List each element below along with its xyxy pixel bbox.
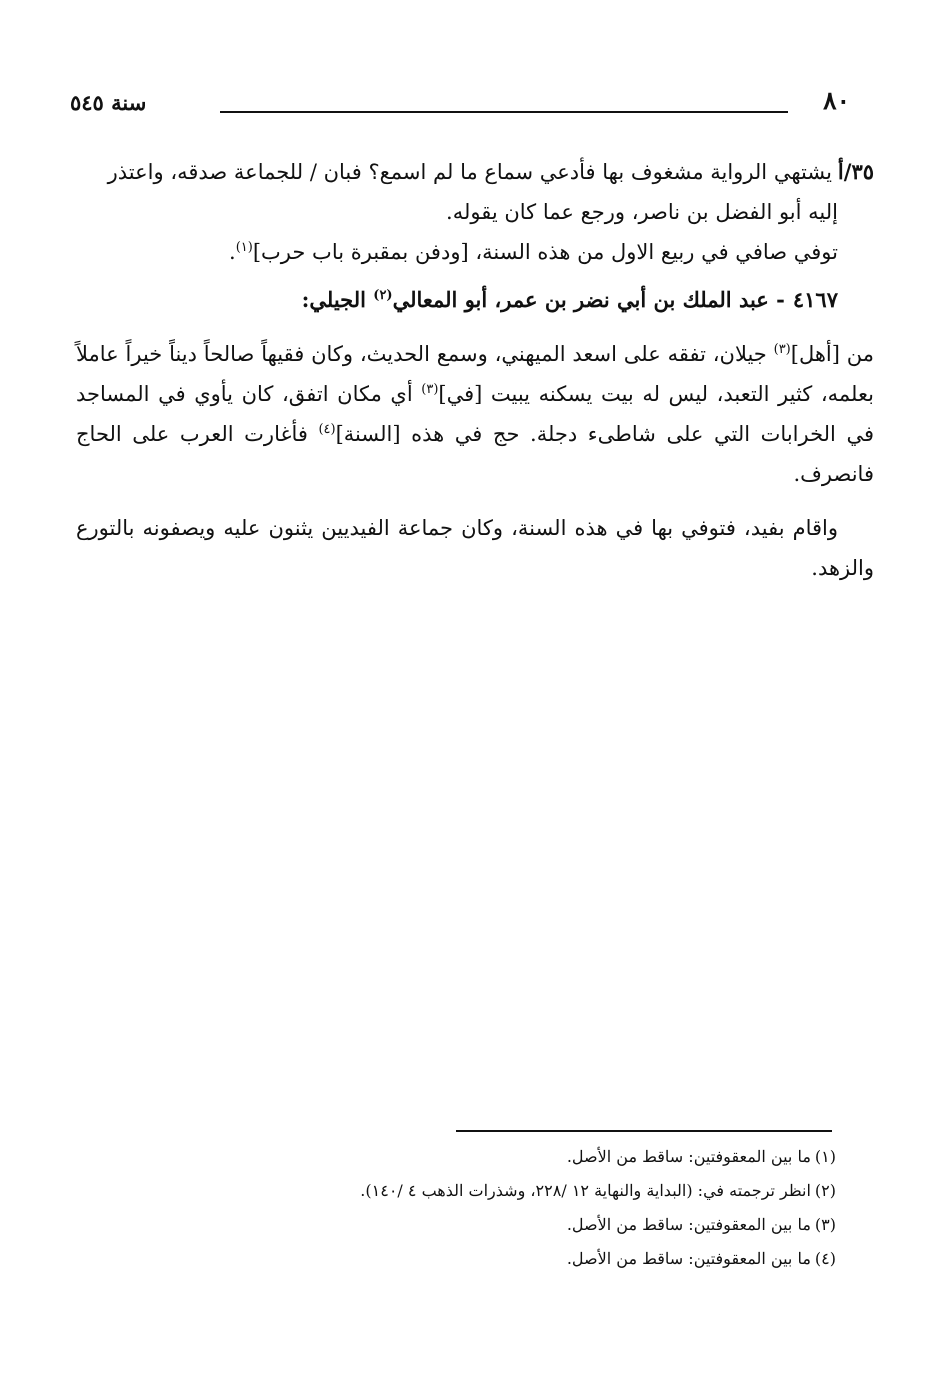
footnote-mark: (٤) [814, 1249, 836, 1268]
footnote-item [236, 1174, 836, 1208]
footnote-mark: (١) [814, 1147, 836, 1166]
footnote-text: ما بين المعقوفتين: ساقط من الأصل. [566, 1147, 811, 1166]
paragraph-death-note [76, 232, 874, 272]
paragraph-text: إليه أبو الفضل بن ناصر، ورجع عما كان يقوله. [446, 200, 838, 224]
footnote-rule [456, 1130, 832, 1132]
page-number: ٨٠ [823, 86, 850, 115]
footnotes [236, 1140, 836, 1276]
entry-name: - عبد الملك بن أبي نضر بن عمر، أبو المعالي [392, 287, 785, 312]
paragraph-continuation [76, 152, 874, 192]
footnote-item [236, 1140, 836, 1174]
footnote-text: ما بين المعقوفتين: ساقط من الأصل. [566, 1249, 811, 1268]
closing-paragraph [76, 508, 874, 588]
footnote-item [236, 1208, 836, 1242]
footnote-mark: (٣) [814, 1215, 836, 1234]
main-text [76, 152, 874, 588]
footnote-text: ما بين المعقوفتين: ساقط من الأصل. [566, 1215, 811, 1234]
footnote-text: انظر ترجمته في: (البداية والنهاية ١٢ /٢٢٨، وشذرات الذهب ٤ /١٤٠). [360, 1181, 811, 1200]
footnote-ref: (٣) [421, 382, 439, 397]
biography-paragraph [76, 334, 874, 494]
footnote-ref: (١) [235, 240, 253, 255]
entry-number: ٤١٦٧ [792, 287, 838, 312]
footnote-mark: (٢) [814, 1181, 836, 1200]
page-header [70, 86, 850, 126]
paragraph-line: يشتهي الرواية مشغوف بها فأدعي سماع ما لم اسمع؟ فبان / للجماعة صدقه، واعتذر [107, 160, 832, 184]
paragraph-text: أي مكان اتفق، كان يأوي في المساجد في الخرابات التي على شاطىء دجلة. حج في هذه [السنة] [76, 382, 874, 446]
folio-marker: ٣٥/أ [837, 159, 874, 184]
paragraph-text: من [أهل] [790, 342, 874, 366]
paragraph-text: واقام بفيد، فتوفي بها في هذه السنة، وكان جماعة الفيديين يثنون عليه ويصفونه بالتورع والزهد. [76, 516, 874, 580]
paragraph-text: توفي صافي في ربيع الاول من هذه السنة، [ودفن بمقبرة باب حرب] [252, 240, 838, 264]
footnote-item [236, 1242, 836, 1276]
paragraph-line-2 [76, 192, 874, 232]
paragraph-text: جيلان، تفقه على اسعد الميهني، وسمع الحديث، وكان فقيهاً صالحاً ديناً خيراً عاملاً بعلمه، كثير التعبد، ليس له بيت يسكنه يبيت [في] [76, 342, 874, 406]
footnote-ref: (٢) [373, 288, 393, 303]
footnote-ref: (٤) [318, 422, 336, 437]
running-title: سنة ٥٤٥ [70, 90, 147, 115]
paragraph-end: . [229, 240, 236, 264]
header-rule [220, 111, 788, 113]
paragraph-text: فأغارت العرب على الحاج فانصرف. [76, 422, 874, 486]
entry-nisba: الجيلي: [301, 287, 366, 312]
biography-entry-heading [76, 280, 874, 320]
footnote-ref: (٣) [773, 342, 791, 357]
